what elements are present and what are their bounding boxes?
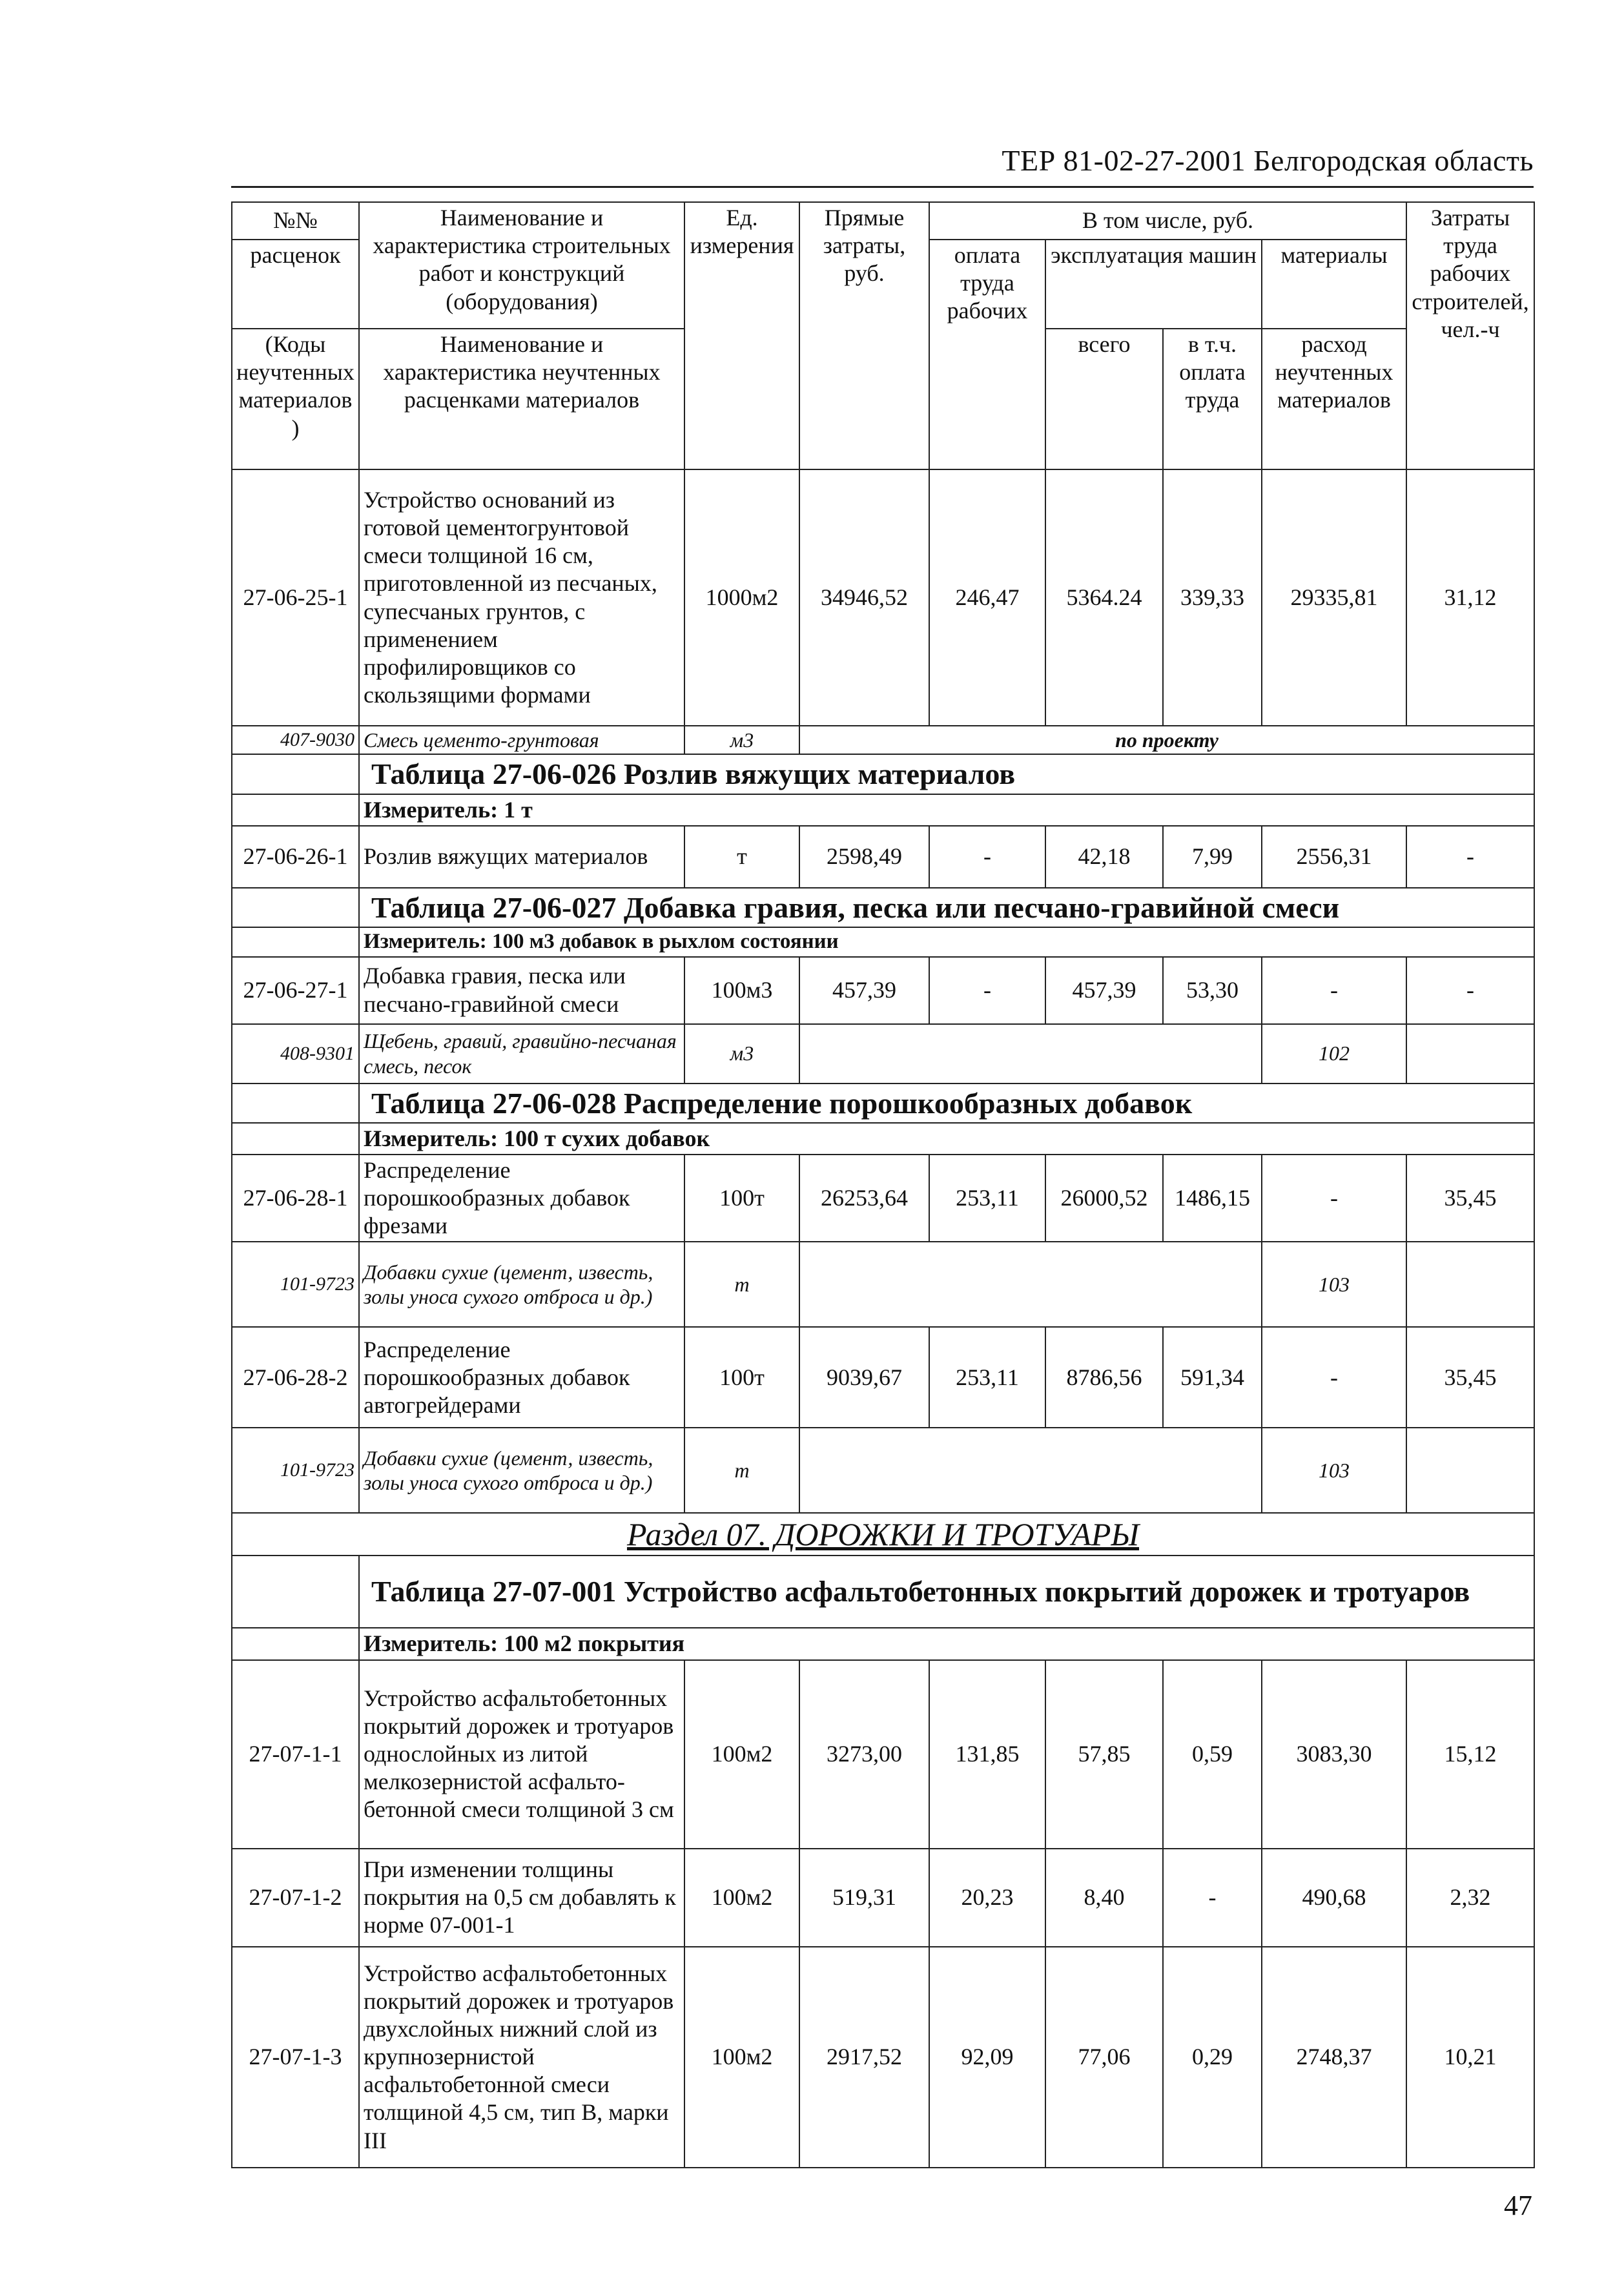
rate-name: Добавка гравия, песка или песчано-гравийной смеси	[359, 957, 684, 1024]
col-machines-head: эксплуатация машин	[1045, 240, 1262, 329]
rate-labor: -	[1406, 957, 1534, 1024]
rate-machines: 8786,56	[1045, 1327, 1163, 1428]
rate-code: 27-06-25-1	[232, 469, 359, 726]
rate-pay: 131,85	[929, 1660, 1045, 1849]
col-materials-head: материалы	[1262, 240, 1406, 329]
rate-machines: 77,06	[1045, 1947, 1163, 2168]
rate-name: Распределение порошкообразных добавок фрезами	[359, 1155, 684, 1242]
col-machines-pay-head: в т.ч. оплата труда	[1163, 329, 1262, 469]
rate-code: 27-06-28-1	[232, 1155, 359, 1242]
rate-pay: -	[929, 957, 1045, 1024]
table-measure: Измеритель: 1 т	[359, 794, 1534, 826]
table-row	[232, 1155, 1534, 1242]
rate-materials: 3083,30	[1262, 1660, 1406, 1849]
rate-materials: -	[1262, 1327, 1406, 1428]
col-unit-head: Ед. измерения	[684, 202, 799, 469]
rate-direct: 2598,49	[799, 826, 929, 888]
material-name: Смесь цементо-грунтовая	[359, 726, 684, 754]
rate-machines: 5364.24	[1045, 469, 1163, 726]
rate-unit: 100т	[684, 1327, 799, 1428]
table-measure: Измеритель: 100 м3 добавок в рыхлом состоянии	[359, 927, 1534, 957]
rate-machines-pay: -	[1163, 1849, 1262, 1947]
material-name: Добавки сухие (цемент, известь, золы уноса сухого отброса и др.)	[359, 1242, 684, 1327]
table-row	[232, 469, 1534, 726]
rate-machines-pay: 339,33	[1163, 469, 1262, 726]
rate-direct: 457,39	[799, 957, 929, 1024]
material-name: Щебень, гравий, гравийно-песчаная смесь, песок	[359, 1024, 684, 1084]
rate-machines: 8,40	[1045, 1849, 1163, 1947]
material-code: 408-9301	[232, 1024, 359, 1084]
rate-direct: 519,31	[799, 1849, 929, 1947]
rate-machines-pay: 1486,15	[1163, 1155, 1262, 1242]
rate-materials: 490,68	[1262, 1849, 1406, 1947]
section-title-text: Раздел 07. ДОРОЖКИ И ТРОТУАРЫ	[626, 1516, 1140, 1553]
rate-labor: 31,12	[1406, 469, 1534, 726]
rate-unit: 100м2	[684, 1660, 799, 1849]
rate-labor: 35,45	[1406, 1327, 1534, 1428]
col-code-head-2: расценок	[232, 240, 359, 329]
material-row	[232, 1024, 1534, 1084]
material-code: 101-9723	[232, 1428, 359, 1513]
table-title: Таблица 27-06-028 Распределение порошкообразных добавок	[359, 1084, 1534, 1123]
rate-code: 27-06-28-2	[232, 1327, 359, 1428]
rate-machines: 26000,52	[1045, 1155, 1163, 1242]
rate-pay: 92,09	[929, 1947, 1045, 2168]
rate-pay: 246,47	[929, 469, 1045, 726]
table-row	[232, 826, 1534, 888]
table-row	[232, 1849, 1534, 1947]
rate-machines-pay: 53,30	[1163, 957, 1262, 1024]
rate-pay: -	[929, 826, 1045, 888]
material-unit: т	[684, 1242, 799, 1327]
rate-pay: 20,23	[929, 1849, 1045, 1947]
page-number: 47	[1504, 2190, 1532, 2221]
rate-labor: 15,12	[1406, 1660, 1534, 1849]
col-name-alt-head: Наименование и характеристика неучтенных расценками материалов	[359, 329, 684, 469]
rate-materials: -	[1262, 1155, 1406, 1242]
rates-table	[231, 201, 1535, 2168]
material-code: 101-9723	[232, 1242, 359, 1327]
rate-unit: т	[684, 826, 799, 888]
material-row	[232, 726, 1534, 754]
col-code-alt-head: (Коды неучтенных материалов)	[232, 329, 359, 469]
col-direct-head: Прямые затраты, руб.	[799, 202, 929, 469]
section-title	[232, 1513, 1534, 1556]
material-unit: м3	[684, 726, 799, 754]
table-row	[232, 1660, 1534, 1849]
material-unit: м3	[684, 1024, 799, 1084]
table-measure: Измеритель: 100 т сухих добавок	[359, 1123, 1534, 1155]
col-pay-head: оплата труда рабочих	[929, 240, 1045, 469]
rate-machines-pay: 0,29	[1163, 1947, 1262, 2168]
col-machines-total-head: всего	[1045, 329, 1163, 469]
rate-unit: 100м3	[684, 957, 799, 1024]
rate-name: Розлив вяжущих материалов	[359, 826, 684, 888]
rate-labor: 10,21	[1406, 1947, 1534, 2168]
rate-machines-pay: 591,34	[1163, 1327, 1262, 1428]
rate-direct: 3273,00	[799, 1660, 929, 1849]
rate-labor: -	[1406, 826, 1534, 888]
rate-name: Устройство асфальтобетонных покрытий дорожек и тротуаров двухслойных нижний слой из крупнозернистой асфальтобетонной смеси толщиной 4,5 см, тип В, марки III	[359, 1947, 684, 2168]
table-title: Таблица 27-06-027 Добавка гравия, песка или песчано-гравийной смеси	[359, 888, 1534, 927]
header-rule	[231, 186, 1534, 188]
table-title: Таблица 27-07-001 Устройство асфальтобетонных покрытий дорожек и тротуаров	[359, 1556, 1534, 1628]
rate-machines: 57,85	[1045, 1660, 1163, 1849]
rate-direct: 34946,52	[799, 469, 929, 726]
material-name: Добавки сухие (цемент, известь, золы уноса сухого отброса и др.)	[359, 1428, 684, 1513]
rate-labor: 2,32	[1406, 1849, 1534, 1947]
rate-code: 27-07-1-2	[232, 1849, 359, 1947]
table-row	[232, 1947, 1534, 2168]
rate-name: При изменении толщины покрытия на 0,5 см добавлять к норме 07-001-1	[359, 1849, 684, 1947]
rate-materials: -	[1262, 957, 1406, 1024]
rate-machines: 42,18	[1045, 826, 1163, 888]
rate-labor: 35,45	[1406, 1155, 1534, 1242]
rate-name: Распределение порошкообразных добавок автогрейдерами	[359, 1327, 684, 1428]
material-row	[232, 1428, 1534, 1513]
material-unit: т	[684, 1428, 799, 1513]
table-row	[232, 957, 1534, 1024]
rate-unit: 1000м2	[684, 469, 799, 726]
rate-name: Устройство оснований из готовой цементогрунтовой смеси толщиной 16 см, приготовленной из песчаных, супесчаных грунтов, с применением профилировщиков со скользящими формами	[359, 469, 684, 726]
rate-code: 27-07-1-3	[232, 1947, 359, 2168]
rate-direct: 9039,67	[799, 1327, 929, 1428]
rate-materials: 2748,37	[1262, 1947, 1406, 2168]
material-amount: 103	[1262, 1428, 1406, 1513]
rate-materials: 2556,31	[1262, 826, 1406, 888]
material-amount: 103	[1262, 1242, 1406, 1327]
col-incl-head: В том числе, руб.	[929, 202, 1406, 240]
rate-machines: 457,39	[1045, 957, 1163, 1024]
material-row	[232, 1242, 1534, 1327]
rate-code: 27-07-1-1	[232, 1660, 359, 1849]
table-measure: Измеритель: 100 м2 покрытия	[359, 1628, 1534, 1659]
material-amount: 102	[1262, 1024, 1406, 1084]
rate-direct: 2917,52	[799, 1947, 929, 2168]
rate-unit: 100м2	[684, 1849, 799, 1947]
col-labor-head: Затраты труда рабочих строителей, чел.-ч	[1406, 202, 1534, 469]
material-code: 407-9030	[232, 726, 359, 754]
table-title: Таблица 27-06-026 Розлив вяжущих материалов	[359, 754, 1534, 794]
rate-machines-pay: 0,59	[1163, 1660, 1262, 1849]
rate-pay: 253,11	[929, 1155, 1045, 1242]
rate-unit: 100т	[684, 1155, 799, 1242]
rate-machines-pay: 7,99	[1163, 826, 1262, 888]
col-materials-alt-head: расход неучтенных материалов	[1262, 329, 1406, 469]
col-name-head: Наименование и характеристика строительных работ и конструкций (оборудования)	[359, 202, 684, 329]
rate-materials: 29335,81	[1262, 469, 1406, 726]
page-header: ТЕР 81-02-27-2001 Белгородская область	[1002, 144, 1534, 177]
material-amount: по проекту	[799, 726, 1534, 754]
table-row	[232, 1327, 1534, 1428]
rate-direct: 26253,64	[799, 1155, 929, 1242]
rate-name: Устройство асфальтобетонных покрытий дорожек и тротуаров однослойных из литой мелкозернистой асфальто-бетонной смеси толщиной 3 см	[359, 1660, 684, 1849]
rate-pay: 253,11	[929, 1327, 1045, 1428]
rate-code: 27-06-26-1	[232, 826, 359, 888]
rate-unit: 100м2	[684, 1947, 799, 2168]
col-code-head: №№	[232, 202, 359, 240]
rate-code: 27-06-27-1	[232, 957, 359, 1024]
